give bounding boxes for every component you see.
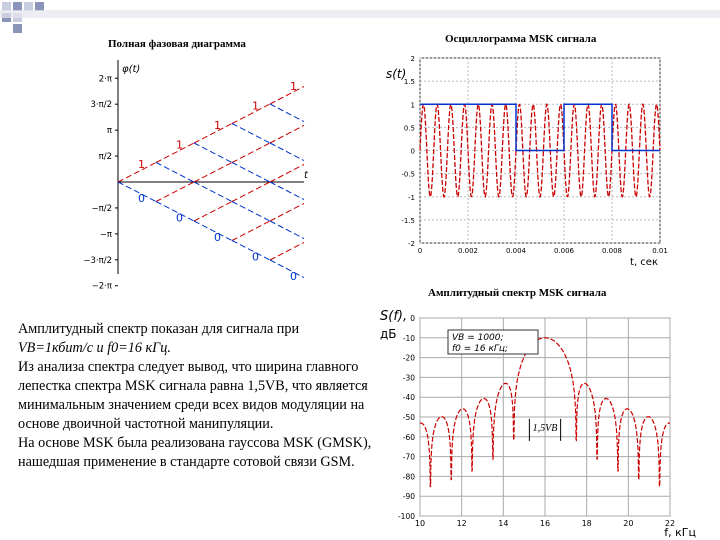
phase-path-zero [232,124,270,144]
phase-path-zero [156,202,194,222]
oscillogram-chart [370,48,670,270]
spec-x-tick-label: 14 [498,519,509,528]
phase-path-one [232,104,270,124]
spec-x-tick-label: 10 [414,519,426,528]
spec-x-tick-label: 22 [664,519,676,528]
phase-bit-label: 0 [290,270,297,283]
spec-x-tick-label: 18 [581,519,592,528]
spec-y-tick-label: -80 [402,472,415,482]
carrier-freq-text: f0=16 кГц. [107,340,171,356]
spec-y-tick-label: -60 [402,432,415,442]
spec-y-tick-label: -100 [397,512,415,521]
phase-y-tick-label: −π [99,229,112,240]
phase-path-one [270,203,304,221]
spec-y-tick-label: -50 [402,413,415,422]
phase-path-one [118,163,156,183]
osc-y-tick-label: 1.5 [403,78,415,87]
spectrum-chart [368,302,698,538]
osc-y-tick-label: -2 [408,240,415,248]
osc-y-tick-label: -1.5 [401,216,415,225]
spec-y-label-unit: дБ [380,327,397,341]
spec-legend-f0: f0 = 16 кГц; [452,344,509,354]
phase-path-one [270,242,304,260]
phase-path-zero [194,143,232,163]
bitrate-text: =1кбит/с и [35,340,104,356]
phase-path-zero [194,221,232,241]
phase-path-zero [194,182,232,202]
phase-bit-label: 0 [176,211,183,225]
phase-path-zero [232,241,270,261]
phase-y-tick-label: −3·π/2 [83,255,112,266]
osc-y-tick-label: 0.5 [403,124,415,133]
spec-x-tick-label: 16 [539,519,551,528]
spec-x-label: f, кГц [664,526,696,539]
oscillogram-title: Осциллограмма MSK сигнала [445,33,597,45]
spec-y-label: S(f), [380,309,408,324]
spec-annotation-label: 1,5VB [532,422,558,434]
phase-bit-label: 1 [252,99,259,113]
osc-x-tick-label: 0.006 [553,247,575,255]
osc-y-tick-label: 1 [410,101,415,110]
vb-symbol: VB [18,340,36,356]
phase-path-one [194,124,232,144]
phase-path-zero [270,221,304,239]
text-conclusion: Из анализа спектра следует вывод, что ширина главного лепестка спектра MSK сигнала равна 1,5VB, что является минимальным значением среди всех видов модуляции на основе двоичной частотной манипуляции. [18,359,368,432]
spec-y-tick-label: 0 [410,314,415,323]
phase-bit-label: 0 [138,192,145,205]
spec-y-tick-label: -20 [402,353,415,363]
phase-y-label: φ(t) [122,64,141,75]
phase-path-zero [270,182,304,200]
phase-path-one [194,163,232,183]
spec-y-tick-label: -40 [402,393,415,403]
text-line-2 [18,339,398,358]
phase-bit-label: 1 [138,158,145,171]
spec-legend-vb: VB = 1000; [452,333,504,343]
phase-diagram [72,52,312,292]
phase-path-zero [270,143,304,161]
phase-path-one [270,164,304,182]
osc-x-tick-label: 0.01 [652,247,668,255]
text-gmsk: На основе MSK была реализована гауссова MSK (GMSK), нашедшая применение в стандарте сотовой связи GSM. [18,435,372,470]
osc-y-tick-label: -0.5 [401,170,415,179]
osc-y-tick-label: -1 [408,193,415,202]
phase-path-zero [232,202,270,222]
spec-y-tick-label: -10 [402,333,415,343]
phase-y-tick-label: π/2 [98,152,112,163]
osc-y-tick-label: 0 [410,147,415,156]
phase-bit-label: 1 [176,138,183,152]
phase-bit-label: 0 [214,231,221,244]
spec-y-tick-label: -70 [402,452,415,462]
osc-x-tick-label: 0.002 [457,247,479,255]
spec-y-tick-label: -30 [402,373,415,383]
phase-path-zero [118,182,156,202]
spec-x-tick-label: 12 [456,519,467,528]
osc-y-tick-label: 2 [410,55,415,63]
osc-x-label: t, сек [630,257,658,268]
phase-bit-label: 0 [252,250,259,264]
spec-y-tick-label: -90 [402,492,415,502]
phase-path-one [194,202,232,222]
phase-diagram-title: Полная фазовая диаграмма [108,38,246,50]
corner-decoration [0,0,720,40]
spec-x-tick-label: 20 [623,519,634,528]
phase-path-one [232,182,270,202]
phase-y-tick-label: π [106,126,112,137]
phase-path-zero [270,104,304,122]
osc-x-tick-label: 0.004 [505,247,527,255]
phase-y-tick-label: −π/2 [91,203,112,214]
text-line-1: Амплитудный спектр показан для сигнала при [18,321,300,337]
spectrum-title: Амплитудный спектр MSK сигнала [428,287,607,299]
phase-path-one [232,143,270,163]
osc-y-label: s(t) [386,67,407,81]
phase-path-zero [232,163,270,183]
phase-x-label: t [304,170,308,181]
phase-path-one [270,125,304,143]
phase-y-tick-label: 2·π [98,74,112,85]
osc-x-tick-label: 0 [417,247,423,255]
phase-y-tick-label: −2·π [91,281,112,292]
phase-path-one [156,143,194,163]
phase-path-one [232,221,270,241]
description-text [18,320,398,472]
phase-y-tick-label: 3·π/2 [90,100,112,111]
phase-bit-label: 1 [214,119,221,132]
phase-path-zero [270,260,304,278]
phase-path-one [156,182,194,202]
phase-bit-label: 1 [290,80,297,93]
phase-path-one [270,86,304,104]
osc-x-tick-label: 0.008 [601,247,623,255]
phase-path-zero [156,163,194,183]
